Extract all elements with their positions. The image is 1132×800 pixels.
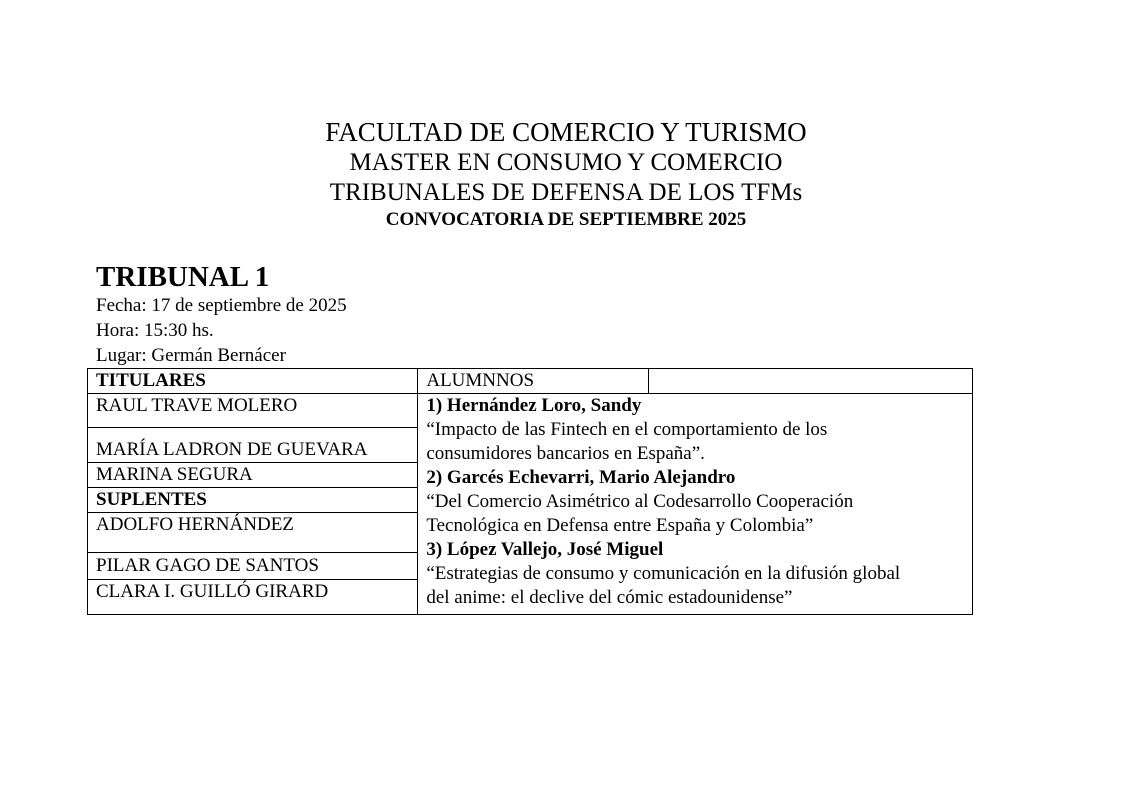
alumnos-header: ALUMNNOS [418,369,649,394]
tribunal-date: Fecha: 17 de septiembre de 2025 [96,295,347,316]
master-title: MASTER EN CONSUMO Y COMERCIO [349,149,783,176]
tribunal-heading: TRIBUNAL 1 [96,261,270,293]
document-header [0,116,1132,232]
tribunal-time: Hora: 15:30 hs. [96,320,214,341]
thesis-title-line: “Estrategias de consumo y comunicación en la difusión global [426,563,901,584]
thesis-title-line: “Del Comercio Asimétrico al Codesarrollo Cooperación [426,491,854,512]
suplentes-header: SUPLENTES [88,488,418,513]
student-name: 1) Hernández Loro, Sandy [426,395,642,416]
call-title: CONVOCATORIA DE SEPTIEMBRE 2025 [385,209,747,230]
students-cell [418,394,973,615]
thesis-title-line: consumidores bancarios en España”. [426,443,705,464]
suplente-name: CLARA I. GUILLÓ GIRARD [88,580,418,615]
table-row [88,394,973,428]
titular-name: MARÍA LADRON DE GUEVARA [88,428,418,463]
student-name: 3) López Vallejo, José Miguel [426,539,664,560]
suplente-name: PILAR GAGO DE SANTOS [88,553,418,580]
thesis-title-line: “Impacto de las Fintech en el comportamiento de los [426,419,828,440]
student-name: 2) Garcés Echevarri, Mario Alejandro [426,467,736,488]
suplente-name: ADOLFO HERNÁNDEZ [88,513,418,553]
titulares-header: TITULARES [88,369,418,394]
tribunal-table [87,368,973,615]
tribunals-title: TRIBUNALES DE DEFENSA DE LOS TFMs [329,179,803,206]
thesis-title-line: Tecnológica en Defensa entre España y Colombia” [426,515,814,536]
empty-header-cell [648,369,972,394]
tribunal-place: Lugar: Germán Bernácer [96,345,286,366]
faculty-title: FACULTAD DE COMERCIO Y TURISMO [325,117,807,147]
table-header-row [88,369,973,394]
thesis-title-line: del anime: el declive del cómic estadounidense” [426,587,793,608]
titular-name: RAUL TRAVE MOLERO [88,394,418,428]
titular-name: MARINA SEGURA [88,463,418,488]
